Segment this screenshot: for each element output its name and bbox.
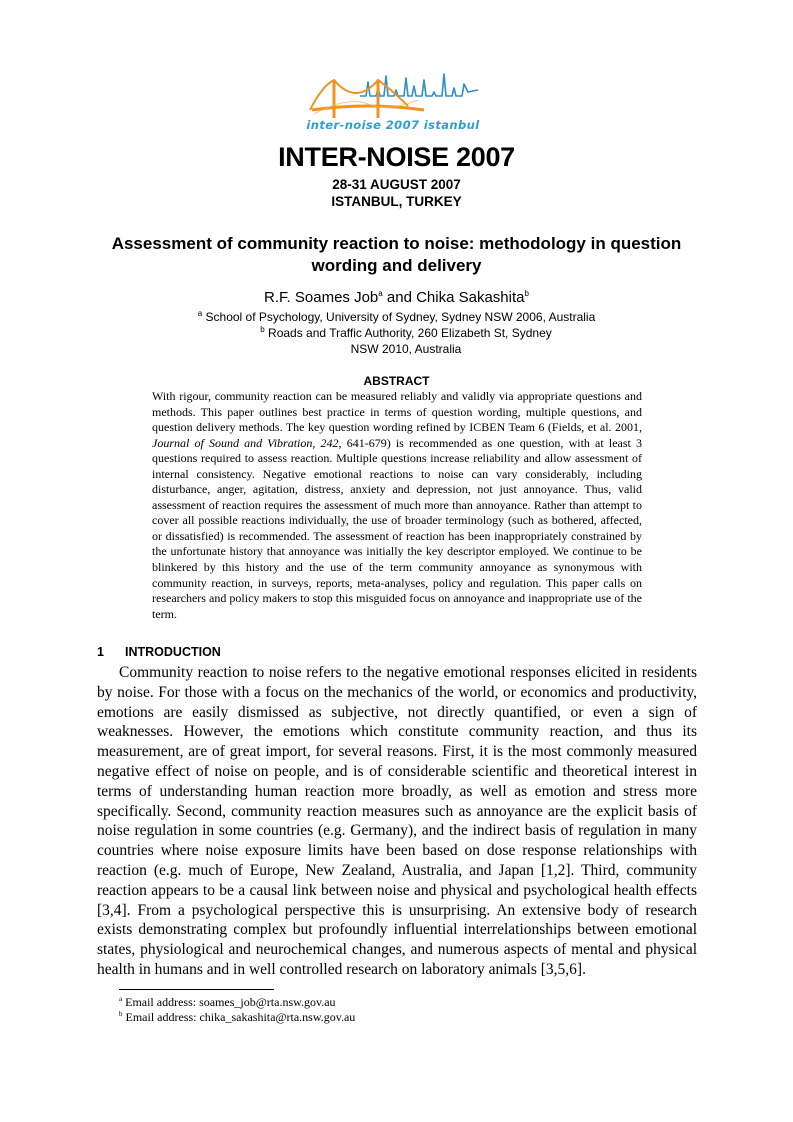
section-number: 1 — [97, 645, 104, 659]
affiliation-text: Roads and Traffic Authority, 260 Elizabeth St, Sydney NSW 2010, Australia — [268, 326, 552, 356]
author-line — [0, 289, 793, 306]
footnote-mark: b — [119, 1010, 123, 1018]
abstract-body — [152, 389, 642, 622]
author-mark: b — [524, 289, 529, 298]
footnote-divider — [119, 989, 274, 990]
author-name: R.F. Soames Job — [264, 289, 379, 306]
conference-title: INTER-NOISE 2007 — [278, 142, 515, 172]
section-heading — [97, 645, 221, 659]
journal-citation: Journal of Sound and Vibration, 242 — [152, 435, 339, 450]
abstract-heading: ABSTRACT — [363, 374, 430, 388]
footnote — [119, 995, 336, 1010]
footnote-text: Email address: soames_job@rta.nsw.gov.au — [125, 995, 336, 1009]
abstract-text: , 641-679) is recommended as one question, with at least 3 questions required to assess reaction. Multiple questions increase reliability and allow assessment of internal consistency. Negative emotional reactions to noise can vary considerably, including disturbance, anger, agitation, distress, anxiety and depression, not just annoyance. Thus, valid assessment of reaction requires the assessment of much more than annoyance. Rather than attempt to cover all possible reactions individually, the use of broader terminology (such as bothered, affected, or dissatisfied) is recommended. The assessment of reaction has been inappropriately constrained by the unfortunate history that annoyance was initially the key descriptor employed. We continue to be blinkered by this history and the use of the term community annoyance as synonymous with community reaction, in surveys, reports, meta-analyses, policy and regulation. This paper calls on researchers and policy makers to stop this misguided focus on annoyance and inappropriate use of the term. — [152, 435, 643, 621]
affiliation-mark: b — [260, 325, 265, 334]
footnote-mark: a — [119, 995, 123, 1003]
author-joiner: and — [386, 289, 412, 306]
conference-dates: 28-31 AUGUST 2007 — [332, 177, 461, 192]
affiliation — [246, 325, 566, 357]
footnote — [119, 1010, 355, 1025]
author-name: Chika Sakashita — [416, 289, 525, 306]
paper-title: Assessment of community reaction to noise: methodology in question wording and delivery — [111, 234, 682, 275]
footnote-text: Email address: chika_sakashita@rta.nsw.gov.au — [125, 1010, 356, 1024]
section-title: INTRODUCTION — [125, 645, 221, 659]
affiliation-text: School of Psychology, University of Sydney, Sydney NSW 2006, Australia — [205, 310, 596, 324]
affiliation — [0, 309, 793, 325]
author-mark: a — [378, 289, 383, 298]
affiliation-mark: a — [197, 309, 203, 318]
logo-caption: inter-noise 2007 istanbul — [306, 118, 480, 132]
conference-location: ISTANBUL, TURKEY — [331, 194, 462, 209]
introduction-paragraph: Community reaction to noise refers to the negative emotional responses elicited in residents by noise. For those with a focus on the mechanics of the world, or economics and productivity, emotions are easily dismissed as subjective, not directly quantified, or even a sign of weaknesses. However, the emotions which constitute community reaction, and thus its measurement, are of great import, for several reasons. First, it is the most commonly measured negative effect of noise on people, and is of considerable scientific and theoretical interest in terms of understanding human reaction more broadly, as well as emotion and stress more specifically. Second, community reaction measures such as annoyance are the explicit basis of noise regulation in some countries (e.g. Germany), and the indirect basis of regulation in many countries where noise exposure limits have been based on dose response relationships with reaction (e.g. much of Europe, New Zealand, Australia, and Japan [1,2]. Third, community reaction appears to be a causal link between noise and physical and psychological health effects [3,4]. From a psychological perspective this is unsurprising. An extensive body of research exists demonstrating complex but profoundly influential interrelationships between emotional states, physiological and neurochemical changes, and numerous aspects of mental and physical health in humans and in well controlled research on laboratory animals [3,5,6]. — [97, 664, 697, 978]
abstract-text: With rigour, community reaction can be measured reliably and validly via appropriate questions and methods. This paper outlines best practice in terms of question wording, multiple questions, and question delivery methods. The key question wording refined by ICBEN Team 6 (Fields, et al. 2001, — [152, 389, 642, 435]
